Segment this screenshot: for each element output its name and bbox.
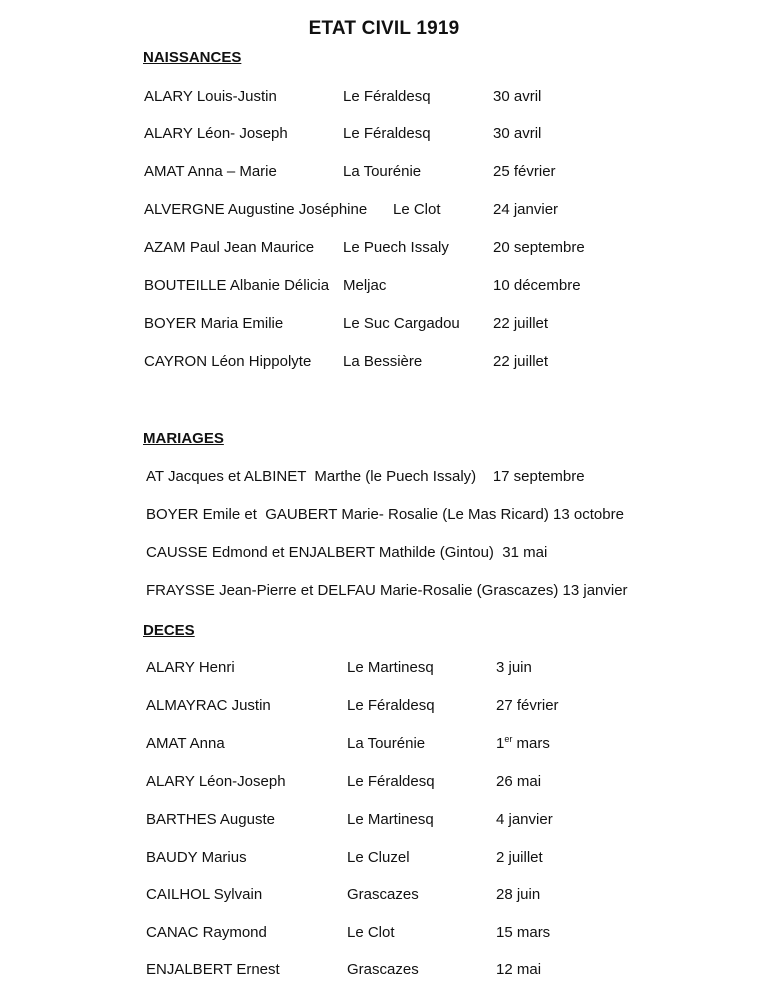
death-name: BAUDY Marius xyxy=(146,849,247,866)
list-item xyxy=(0,276,768,296)
death-date-month: mars xyxy=(512,735,550,752)
list-item: AT Jacques et ALBINET Marthe (le Puech Issaly) 17 septembre xyxy=(146,468,585,485)
death-place: Grascazes xyxy=(347,886,419,903)
death-name: ALARY Léon-Joseph xyxy=(146,773,286,790)
birth-place: Le Féraldesq xyxy=(343,125,431,142)
death-date: 2 juillet xyxy=(496,849,543,866)
birth-date: 30 avril xyxy=(493,125,542,142)
birth-name: CAYRON Léon Hippolyte xyxy=(144,353,312,370)
death-date: 28 juin xyxy=(496,886,541,903)
death-name: ALMAYRAC Justin xyxy=(146,697,271,714)
list-item xyxy=(0,87,768,107)
death-date: 3 juin xyxy=(496,659,532,676)
list-item xyxy=(0,162,768,182)
death-place: Le Martinesq xyxy=(347,659,434,676)
birth-name: BOUTEILLE Albanie Délicia xyxy=(144,277,330,294)
death-place: La Tourénie xyxy=(347,735,426,752)
death-date: 12 mai xyxy=(496,961,542,978)
death-name: CANAC Raymond xyxy=(146,924,267,941)
list-item xyxy=(0,960,768,980)
birth-date: 20 septembre xyxy=(493,239,585,256)
list-item xyxy=(0,238,768,258)
birth-name: BOYER Maria Emilie xyxy=(144,315,284,332)
list-item xyxy=(0,124,768,144)
list-item xyxy=(0,734,768,754)
list-item xyxy=(0,810,768,830)
list-item xyxy=(0,923,768,943)
list-item: BOYER Emile et GAUBERT Marie- Rosalie (Le Mas Ricard) 13 octobre xyxy=(146,506,624,523)
list-item: FRAYSSE Jean-Pierre et DELFAU Marie-Rosalie (Grascazes) 13 janvier xyxy=(146,582,628,599)
death-place: Le Martinesq xyxy=(347,811,434,828)
death-place: Grascazes xyxy=(347,961,419,978)
list-item xyxy=(0,848,768,868)
birth-place: Le Féraldesq xyxy=(343,88,431,105)
list-item xyxy=(0,658,768,678)
death-date: 4 janvier xyxy=(496,811,553,828)
death-name: BARTHES Auguste xyxy=(146,811,275,828)
birth-date: 10 décembre xyxy=(493,277,581,294)
birth-place: Le Suc Cargadou xyxy=(343,315,460,332)
list-item xyxy=(0,772,768,792)
section-heading-deces: DECES xyxy=(143,622,195,639)
birth-date: 30 avril xyxy=(493,88,542,105)
birth-name: ALARY Louis-Justin xyxy=(144,88,277,105)
death-date: 26 mai xyxy=(496,773,542,790)
death-place: Le Féraldesq xyxy=(347,697,435,714)
birth-place: La Bessière xyxy=(343,353,423,370)
birth-place: Le Clot xyxy=(393,201,441,218)
birth-name: ALARY Léon- Joseph xyxy=(144,125,288,142)
death-place: Le Féraldesq xyxy=(347,773,435,790)
death-name: ENJALBERT Ernest xyxy=(146,961,280,978)
death-place: Le Clot xyxy=(347,924,395,941)
list-item: CAUSSE Edmond et ENJALBERT Mathilde (Gintou) 31 mai xyxy=(146,544,548,561)
list-item xyxy=(0,200,768,220)
death-name: ALARY Henri xyxy=(146,659,235,676)
birth-name: ALVERGNE Augustine Joséphine xyxy=(144,201,368,218)
death-name: CAILHOL Sylvain xyxy=(146,886,263,903)
ordinal-suffix: er xyxy=(504,734,513,744)
page-title: ETAT CIVIL 1919 xyxy=(308,18,460,39)
birth-date: 25 février xyxy=(493,163,556,180)
list-item xyxy=(0,696,768,716)
birth-name: AMAT Anna – Marie xyxy=(144,163,277,180)
birth-place: La Tourénie xyxy=(343,163,422,180)
birth-date: 22 juillet xyxy=(493,353,549,370)
list-item xyxy=(0,314,768,334)
death-name: AMAT Anna xyxy=(146,735,225,752)
death-date: 27 février xyxy=(496,697,559,714)
section-heading-naissances: NAISSANCES xyxy=(143,49,242,66)
death-date xyxy=(496,734,550,754)
birth-name: AZAM Paul Jean Maurice xyxy=(144,239,315,256)
death-place: Le Cluzel xyxy=(347,849,410,866)
death-date: 15 mars xyxy=(496,924,551,941)
list-item xyxy=(0,885,768,905)
birth-place: Meljac xyxy=(343,277,387,294)
section-heading-mariages: MARIAGES xyxy=(143,430,224,447)
birth-date: 22 juillet xyxy=(493,315,549,332)
death-date-day: 1 xyxy=(496,735,505,752)
birth-place: Le Puech Issaly xyxy=(343,239,449,256)
list-item xyxy=(0,352,768,372)
birth-date: 24 janvier xyxy=(493,201,559,218)
